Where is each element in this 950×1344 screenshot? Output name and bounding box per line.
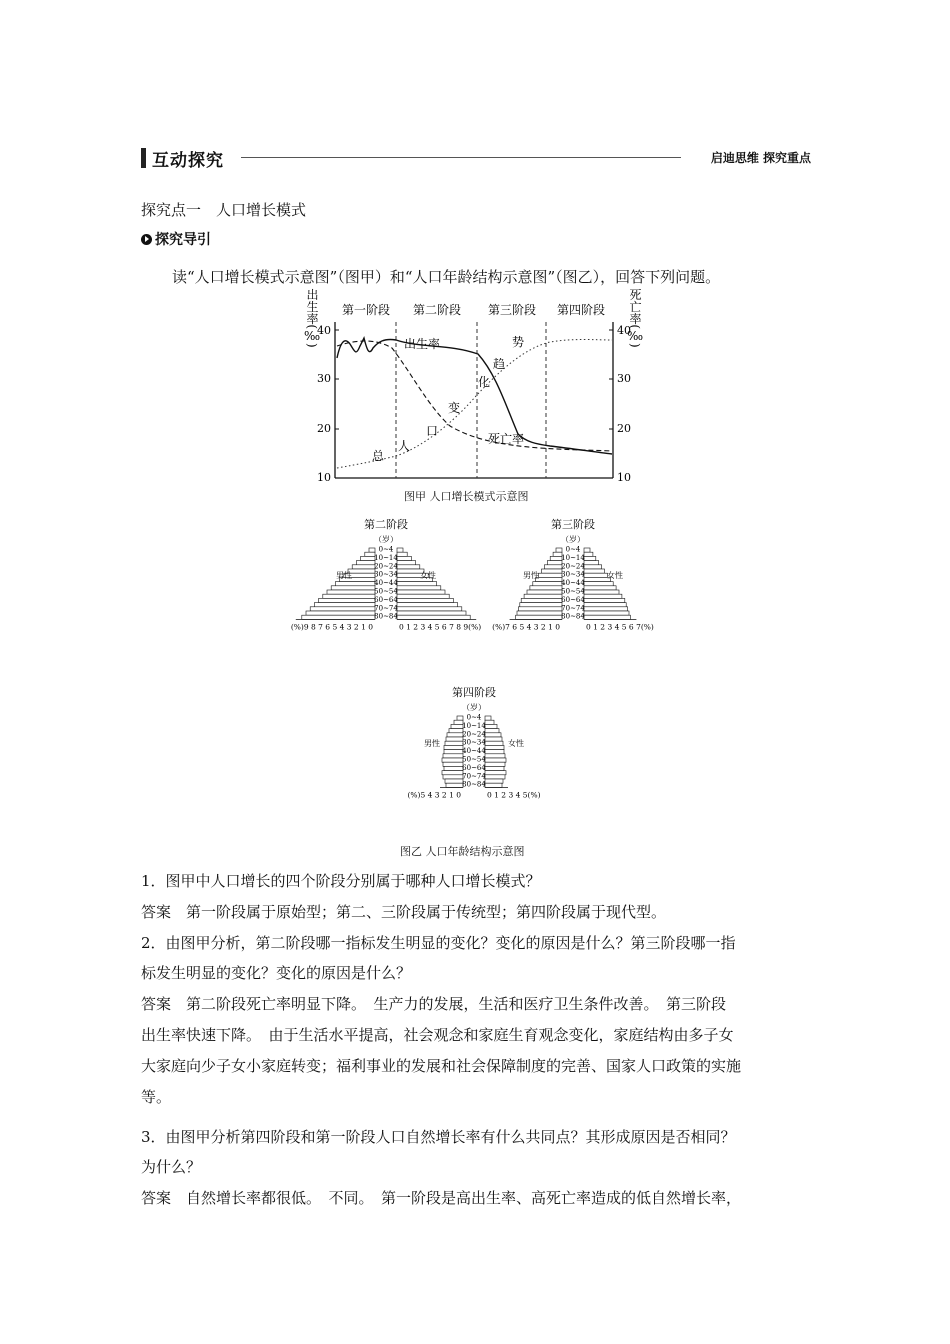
pyramid-bar-male xyxy=(547,561,562,565)
tick-10-right: 10 xyxy=(617,471,631,484)
tick-40-left: 40 xyxy=(317,324,331,337)
pyramid-2-title: 第二阶段 xyxy=(364,518,408,531)
pyramid-bar-male xyxy=(524,594,562,598)
pyramid-bar-male xyxy=(443,775,463,779)
pyramid-bar-female xyxy=(584,586,616,590)
pyramid-2-age-label: 30~34 xyxy=(374,570,398,579)
pyramid-bar-male xyxy=(442,758,463,762)
pyramid-bar-female xyxy=(584,603,626,607)
pyramid-bar-female xyxy=(485,729,499,733)
tick-20-left: 20 xyxy=(317,422,331,435)
pyramid-4-age-label: 30~34 xyxy=(462,738,486,747)
pyramid-bar-female xyxy=(397,594,449,598)
question-2-line-2: 标发生明显的变化？变化的原因是什么？ xyxy=(141,964,412,982)
pyramid-bar-male xyxy=(306,611,375,615)
pyramid-bar-male xyxy=(542,569,563,573)
pyramid-bar-male xyxy=(527,590,562,594)
exploration-heading: 探究点一 人口增长模式 xyxy=(141,201,307,219)
pyramid-bar-female xyxy=(584,565,602,569)
pyramid-bar-female xyxy=(584,594,622,598)
trend-char: 总 xyxy=(372,449,385,463)
pyramid-bar-female xyxy=(485,733,501,737)
pyramid-4-age-label: 40~44 xyxy=(462,747,486,756)
pyramid-2-male-label: 男性 xyxy=(336,571,352,580)
pyramid-4-age-label: 60~64 xyxy=(462,763,486,772)
stage-title-4: 第四阶段 xyxy=(556,303,606,317)
pyramid-3-male-label: 男性 xyxy=(523,571,539,580)
pyramid-bar-female xyxy=(584,598,625,602)
answer-2-line-1: 答案 第二阶段死亡率明显下降。 生产力的发展，生活和医疗卫生条件改善。 第三阶段 xyxy=(141,995,727,1013)
pyramid-2-age-label: 80~84 xyxy=(374,612,398,621)
pyramid-bar-female xyxy=(397,598,453,602)
pyramid-4-age-label: 70~74 xyxy=(462,772,486,781)
pyramid-bar-male xyxy=(521,598,562,602)
stage-title-2: 第二阶段 xyxy=(412,303,462,317)
pyramid-3-title: 第三阶段 xyxy=(551,518,595,531)
pyramid-bar-male xyxy=(520,603,562,607)
pyramid-bar-male xyxy=(530,586,562,590)
pyramid-3-age-label: 30~34 xyxy=(561,570,585,579)
figure-a-chart xyxy=(300,288,642,484)
tick-40-right: 40 xyxy=(617,324,631,337)
pyramid-bar-male xyxy=(446,737,463,741)
header-divider xyxy=(241,157,681,158)
header-bar xyxy=(141,148,146,168)
pyramid-bar-male xyxy=(361,556,375,560)
pyramid-bar-female xyxy=(584,611,629,615)
figure-a-caption: 图甲 人口增长模式示意图 xyxy=(404,490,529,503)
pyramid-bar-male xyxy=(517,611,562,615)
pyramid-bar-female xyxy=(584,569,605,573)
pyramid-bar-female xyxy=(485,775,505,779)
pyramid-3-age-label: 0~4 xyxy=(565,545,581,554)
pyramid-bar-female xyxy=(584,573,607,577)
pyramid-2-age-label: 20~24 xyxy=(374,562,398,571)
pyramid-bar-female xyxy=(584,615,630,619)
pyramid-bar-male xyxy=(302,615,375,619)
birth-rate-label: 出生率 xyxy=(404,337,441,351)
pyramid-bar-male xyxy=(369,548,375,552)
pyramid-bar-male xyxy=(536,577,562,581)
pyramid-bar-male xyxy=(442,771,463,775)
pyramid-bar-female xyxy=(584,582,613,586)
pyramid-bar-female xyxy=(485,750,504,754)
pyramid-3-age-label: 70~74 xyxy=(561,604,585,613)
pyramid-4-age-label: 0~4 xyxy=(466,713,482,722)
pyramid-bar-female xyxy=(485,758,506,762)
pyramid-bar-female xyxy=(584,548,590,552)
answer-3-line-1: 答案 自然增长率都很低。 不同。 第一阶段是高出生率、高死亡率造成的低自然增长率， xyxy=(141,1189,742,1207)
pyramid-2-x-left: (%)9 8 7 6 5 4 3 2 1 0 xyxy=(290,622,373,632)
pyramid-4-unit: （岁） xyxy=(462,703,486,712)
pyramid-bar-female xyxy=(397,603,458,607)
right-axis-label: 死亡率(‰) xyxy=(628,288,642,348)
pyramid-4-age-label: 20~24 xyxy=(462,730,486,739)
pyramid-2-age-label: 70~74 xyxy=(374,604,398,613)
tick-20-right: 20 xyxy=(617,422,631,435)
pyramid-bar-female xyxy=(485,716,491,720)
pyramid-bar-male xyxy=(352,565,375,569)
pyramid-bar-female xyxy=(397,590,445,594)
pyramid-bar-male xyxy=(539,573,562,577)
pyramid-bar-male xyxy=(314,603,375,607)
pyramid-2-unit: （岁） xyxy=(374,535,398,544)
pyramid-bar-female xyxy=(485,754,505,758)
pyramid-bar-female xyxy=(584,561,599,565)
pyramid-3-female-label: 女性 xyxy=(607,571,623,580)
pyramid-bar-female xyxy=(485,779,503,783)
pyramid-bar-female xyxy=(485,762,505,766)
pyramid-bar-male xyxy=(446,783,463,787)
pyramid-bar-male xyxy=(516,615,562,619)
pyramid-3-x-left: (%)7 6 5 4 3 2 1 0 xyxy=(492,622,560,632)
pyramid-bar-male xyxy=(356,561,375,565)
pyramid-bar-male xyxy=(319,598,375,602)
tick-30-right: 30 xyxy=(617,372,631,385)
pyramid-bar-female xyxy=(485,766,504,770)
question-3-line-1: 3．由图甲分析第四阶段和第一阶段人口自然增长率有什么共同点？其形成原因是否相同？ xyxy=(141,1128,736,1146)
pyramid-bar-female xyxy=(397,552,407,556)
death-rate-curve xyxy=(337,341,612,451)
tick-10-left: 10 xyxy=(317,471,331,484)
pyramid-bar-female xyxy=(397,548,403,552)
pyramid-bar-male xyxy=(327,590,375,594)
pyramid-4-female-label: 女性 xyxy=(508,739,524,748)
pyramid-3-age-label: 80~84 xyxy=(561,612,585,621)
pyramid-2-age-label: 50~54 xyxy=(374,587,398,596)
question-1: 1．图甲中人口增长的四个阶段分别属于哪种人口增长模式？ xyxy=(141,872,541,890)
pyramid-4-male-label: 男性 xyxy=(424,739,440,748)
pyramid-2-x-right: 0 1 2 3 4 5 6 7 8 9(%) xyxy=(399,622,482,632)
trend-char: 口 xyxy=(426,424,439,438)
pyramid-bar-female xyxy=(397,556,411,560)
pyramid-2-age-label: 40~44 xyxy=(374,579,398,588)
pyramid-bar-female xyxy=(397,586,441,590)
pyramid-stage-2 xyxy=(286,518,666,678)
pyramid-bar-male xyxy=(556,548,562,552)
pyramid-bar-male xyxy=(544,565,562,569)
pyramid-bar-male xyxy=(445,741,463,745)
pyramid-4-x-left: (%)5 4 3 2 1 0 xyxy=(407,790,461,800)
pyramid-bar-female xyxy=(584,607,628,611)
pyramid-bar-female xyxy=(485,741,503,745)
pyramid-bar-male xyxy=(457,716,463,720)
trend-char: 趋 xyxy=(493,357,506,371)
pyramid-2-age-label: 10~14 xyxy=(374,553,398,562)
trend-char: 势 xyxy=(512,335,525,349)
pyramid-bar-female xyxy=(485,737,502,741)
pyramid-4-x-right: 0 1 2 3 4 5(%) xyxy=(487,790,541,800)
pyramid-bar-male xyxy=(323,594,375,598)
pyramid-bar-female xyxy=(397,582,437,586)
pyramid-bar-male xyxy=(443,754,463,758)
pyramid-3-age-label: 20~24 xyxy=(561,562,585,571)
trend-char: 化 xyxy=(478,375,491,389)
death-rate-label: 死亡率 xyxy=(488,432,525,446)
pyramid-stage-4 xyxy=(407,686,576,841)
pyramid-bar-male xyxy=(447,733,463,737)
pyramid-bar-male xyxy=(335,582,375,586)
question-3-line-2: 为什么？ xyxy=(141,1158,202,1176)
stage-title-3: 第三阶段 xyxy=(487,303,537,317)
pyramid-bar-female xyxy=(485,724,497,728)
answer-2-line-2: 出生率快速下降。 由于生活水平提高，社会观念和家庭生育观念变化，家庭结构由多子女 xyxy=(141,1026,734,1044)
pyramid-3-unit: （岁） xyxy=(561,535,585,544)
pyramid-3-x-right: 0 1 2 3 4 5 6 7(%) xyxy=(586,622,654,632)
pyramid-4-age-label: 80~84 xyxy=(462,780,486,789)
answer-2-line-4: 等。 xyxy=(141,1088,172,1106)
pyramid-4-age-label: 50~54 xyxy=(462,755,486,764)
pyramid-3-age-label: 10~14 xyxy=(561,553,585,562)
pyramid-3-age-label: 50~54 xyxy=(561,587,585,596)
guide-label xyxy=(141,229,211,249)
pyramid-bar-female xyxy=(584,590,619,594)
pyramid-bar-female xyxy=(584,556,596,560)
pyramid-bar-male xyxy=(444,750,463,754)
question-2-line-1: 2．由图甲分析，第二阶段哪一指标发生明显的变化？变化的原因是什么？第三阶段哪一指 xyxy=(141,934,736,952)
tick-30-left: 30 xyxy=(317,372,331,385)
section-subtitle: 启迪思维 探究重点 xyxy=(710,151,811,165)
pyramid-bar-female xyxy=(485,783,502,787)
guide-label-text: 探究导引 xyxy=(155,232,211,248)
answer-1: 答案 第一阶段属于原始型；第二、三阶段属于传统型；第四阶段属于现代型。 xyxy=(141,903,667,921)
pyramid-bar-male xyxy=(449,729,463,733)
stage-title-1: 第一阶段 xyxy=(341,303,391,317)
pyramid-2-age-label: 60~64 xyxy=(374,595,398,604)
pyramid-bar-female xyxy=(584,552,593,556)
pyramid-bar-male xyxy=(348,569,375,573)
pyramid-bar-male xyxy=(445,779,463,783)
pyramid-bar-male xyxy=(331,586,375,590)
pyramid-bar-female xyxy=(397,565,420,569)
pyramid-bar-male xyxy=(310,607,375,611)
pyramid-bar-male xyxy=(533,582,562,586)
trend-char: 变 xyxy=(448,401,461,415)
pyramid-bar-female xyxy=(485,745,504,749)
pyramid-bar-female xyxy=(397,607,462,611)
answer-2-line-3: 大家庭向少子女小家庭转变；福利事业的发展和社会保障制度的完善、国家人口政策的实施 xyxy=(141,1057,742,1075)
section-title: 互动探究 xyxy=(152,151,224,171)
figure-b-caption: 图乙 人口年龄结构示意图 xyxy=(400,845,525,858)
pyramid-bar-male xyxy=(518,607,562,611)
pyramid-bar-male xyxy=(443,762,463,766)
pyramid-3-age-label: 40~44 xyxy=(561,579,585,588)
pyramid-bar-female xyxy=(485,720,494,724)
pyramid-bar-female xyxy=(485,771,506,775)
pyramid-bar-female xyxy=(397,611,466,615)
pyramid-4-title: 第四阶段 xyxy=(452,686,496,699)
trend-char: 人 xyxy=(398,439,411,453)
left-axis-label: 出生率(‰) xyxy=(305,288,319,348)
pyramid-2-age-label: 0~4 xyxy=(378,545,394,554)
pyramid-bar-female xyxy=(397,561,416,565)
intro-text: 读“人口增长模式示意图”（图甲）和“人口年龄结构示意图”（图乙），回答下列问题。 xyxy=(172,268,721,286)
pyramid-bar-male xyxy=(444,766,463,770)
pyramid-4-age-label: 10~14 xyxy=(462,721,486,730)
pyramid-bar-female xyxy=(397,615,470,619)
pyramid-2-female-label: 女性 xyxy=(420,571,436,580)
play-icon xyxy=(141,234,152,245)
pyramid-3-age-label: 60~64 xyxy=(561,595,585,604)
section-header xyxy=(141,146,811,170)
pyramid-bar-male xyxy=(444,745,463,749)
